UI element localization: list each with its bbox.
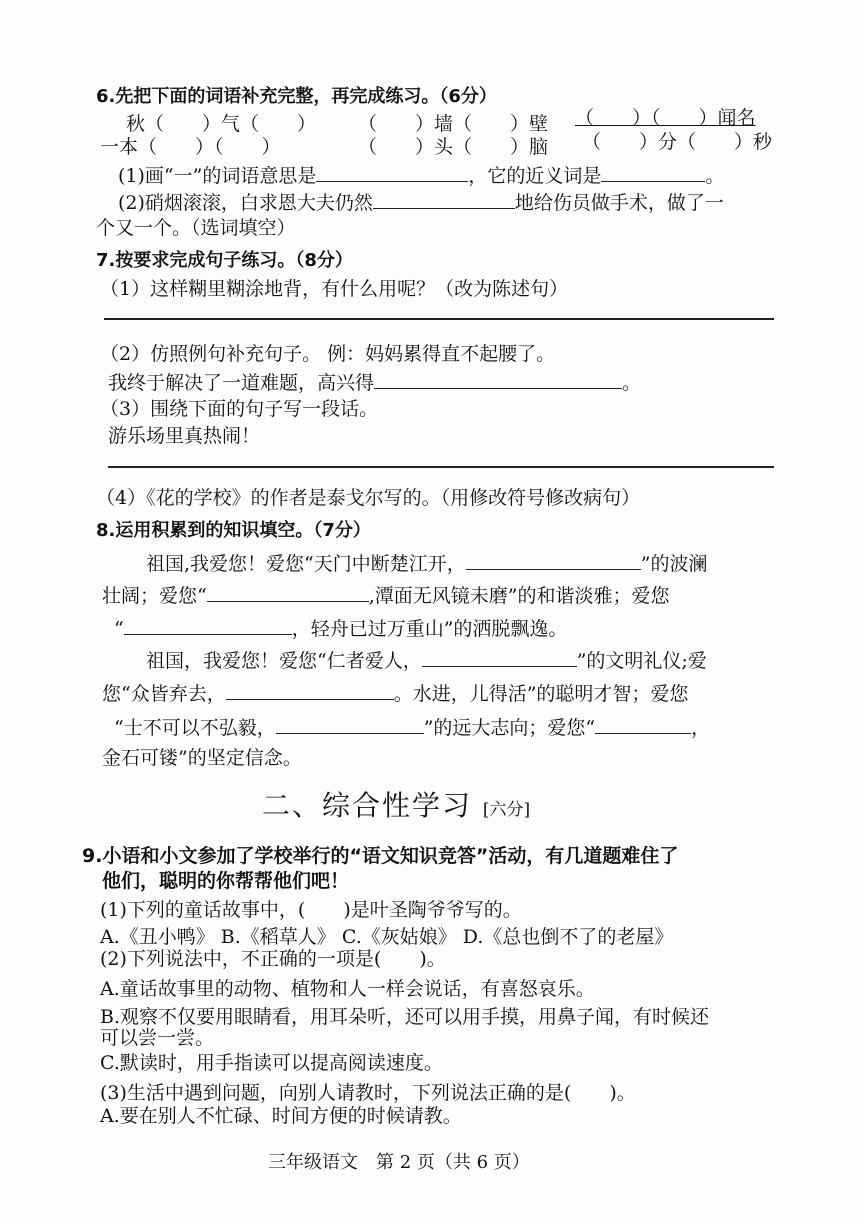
q6-sub1-text-c: 。 [705, 165, 725, 187]
q6-words-1a: 秋（ ）气（ ） [126, 113, 317, 135]
q6-title: 6.先把下面的词语补充完整，再完成练习。（6分） [96, 86, 497, 107]
q8-line-2 [102, 581, 669, 609]
q8-line-3b: ，轻舟已过万重山”的洒脱飘逸。 [291, 618, 568, 640]
q8-title: 8.运用积累到的知识填空。（7分） [96, 520, 371, 541]
q8-blank-2[interactable] [207, 581, 369, 602]
q8-line-3 [114, 614, 567, 642]
q9-title-1: 9.小语和小文参加了学校举行的“语文知识竞答”活动，有几道题难住了 [82, 845, 679, 867]
q8-blank-5[interactable] [226, 679, 394, 700]
q8-line-5a: 您“众皆弃去， [102, 683, 226, 705]
q8-line-4 [146, 646, 707, 674]
q8-line-1 [146, 549, 707, 577]
q8-line-5 [102, 679, 688, 707]
q8-blank-6[interactable] [276, 713, 424, 734]
q8-line-5b: 。水进，儿得活”的聪明才智；爱您 [393, 683, 689, 705]
q6-sub2-blank[interactable] [373, 188, 515, 209]
q9-sub3-option-a: A.要在别人不忙碌、时间方便的时候请教。 [100, 1105, 462, 1127]
q8-blank-3[interactable] [124, 614, 292, 635]
q7-part2-blank[interactable] [374, 368, 622, 389]
q8-line-2a: 壮阔；爱您“ [102, 585, 207, 607]
q7-part3-sentence: 游乐场里真热闹！ [108, 425, 261, 447]
page-footer: 三年级语文 第 2 页（共 6 页） [268, 1152, 530, 1173]
q8-blank-1[interactable] [466, 549, 641, 570]
q6-sub2 [118, 188, 724, 216]
q6-sub1-blank-2[interactable] [601, 161, 705, 182]
q7-part2-text: 我终于解决了一道难题，高兴得 [108, 372, 375, 394]
q6-sub1 [118, 161, 724, 189]
q9-sub2: (2)下列说法中，不正确的一项是( )。 [100, 948, 446, 970]
q9-sub2-option-b-cont: 可以尝一尝。 [100, 1027, 215, 1049]
q7-part2-sentence [108, 368, 641, 396]
section-2-title: 二、综合性学习 [262, 789, 473, 822]
q6-sub1-blank-1[interactable] [316, 161, 468, 182]
q7-answer-line-1[interactable] [104, 318, 774, 320]
q6-words-2c: （ ）分（ ）秒 [582, 131, 773, 153]
q9-sub3: (3)生活中遇到问题，向别人请教时，下列说法正确的是( )。 [100, 1082, 636, 1104]
q6-sub2-text-b: 地给伤员做手术，做了一 [514, 192, 724, 214]
q8-line-4a: 祖国，我爱您！爱您“仁者爱人， [146, 650, 422, 672]
q7-part3: （3）围绕下面的句子写一段话。 [100, 398, 379, 420]
q7-part4: （4）《花的学校》的作者是泰戈尔写的。（用修改符号修改病句） [96, 487, 641, 509]
q8-line-6a: “士不可以不弘毅， [114, 717, 276, 739]
q8-line-4b: ”的文明礼仪;爱 [576, 650, 707, 672]
q8-line-6c: ， [691, 717, 711, 739]
q7-answer-line-2[interactable] [108, 466, 774, 468]
q8-blank-4[interactable] [422, 646, 577, 667]
q6-words-1b: （ ）墙（ ）壁 [358, 113, 549, 135]
q6-sub1-text-a: (1)画“一”的词语意思是 [118, 165, 317, 187]
q7-title: 7.按要求完成句子练习。（8分） [96, 250, 353, 271]
q7-part2: （2）仿照例句补充句子。 例：妈妈累得直不起腰了。 [100, 343, 556, 365]
q6-sub2-text-a: (2)硝烟滚滚，白求恩大夫仍然 [118, 192, 373, 214]
q6-words-2b: （ ）头（ ）脑 [358, 136, 549, 158]
q8-line-1a: 祖国,我爱您！爱您“天门中断楚江开， [146, 553, 466, 575]
q7-part2-end: 。 [622, 372, 642, 394]
q9-sub1-options: A.《丑小鸭》 B.《稻草人》 C.《灰姑娘》 D.《总也倒不了的老屋》 [100, 926, 674, 948]
q9-title-2: 他们，聪明的你帮帮他们吧！ [102, 870, 350, 892]
section-2-points: [六分] [482, 800, 531, 820]
q8-line-2b: ,潭面无风镜未磨”的和谐淡雅；爱您 [368, 585, 670, 607]
q9-sub2-option-c: C.默读时，用手指读可以提高阅读速度。 [100, 1052, 443, 1074]
q6-sub1-text-b: ，它的近义词是 [468, 165, 602, 187]
q6-words-2a: 一本（ ）（ ） [100, 136, 281, 158]
q8-line-6 [114, 713, 710, 741]
q7-part1: （1）这样糊里糊涂地背，有什么用呢？（改为陈述句） [100, 278, 569, 300]
q8-line-6b: ”的远大志向；爱您“ [423, 717, 596, 739]
q8-line-7: 金石可镂”的坚定信念。 [102, 747, 302, 769]
q8-line-1b: ”的波澜 [640, 553, 708, 575]
q9-sub2-option-a: A.童话故事里的动物、植物和人一样会说话，有喜怒哀乐。 [100, 978, 595, 1000]
q9-sub1: (1)下列的童话故事中，( )是叶圣陶爷爷写的。 [100, 899, 522, 921]
q9-sub2-option-b: B.观察不仅要用眼睛看，用耳朵听，还可以用手摸，用鼻子闻，有时候还 [100, 1006, 710, 1028]
q8-blank-7[interactable] [595, 713, 691, 734]
section-2-heading [262, 784, 530, 824]
q6-sub2-cont: 个又一个。（选词填空） [96, 217, 296, 239]
q6-words-1c: （ ）（ ）闻名 [575, 107, 756, 129]
q8-line-3a: “ [114, 618, 124, 640]
